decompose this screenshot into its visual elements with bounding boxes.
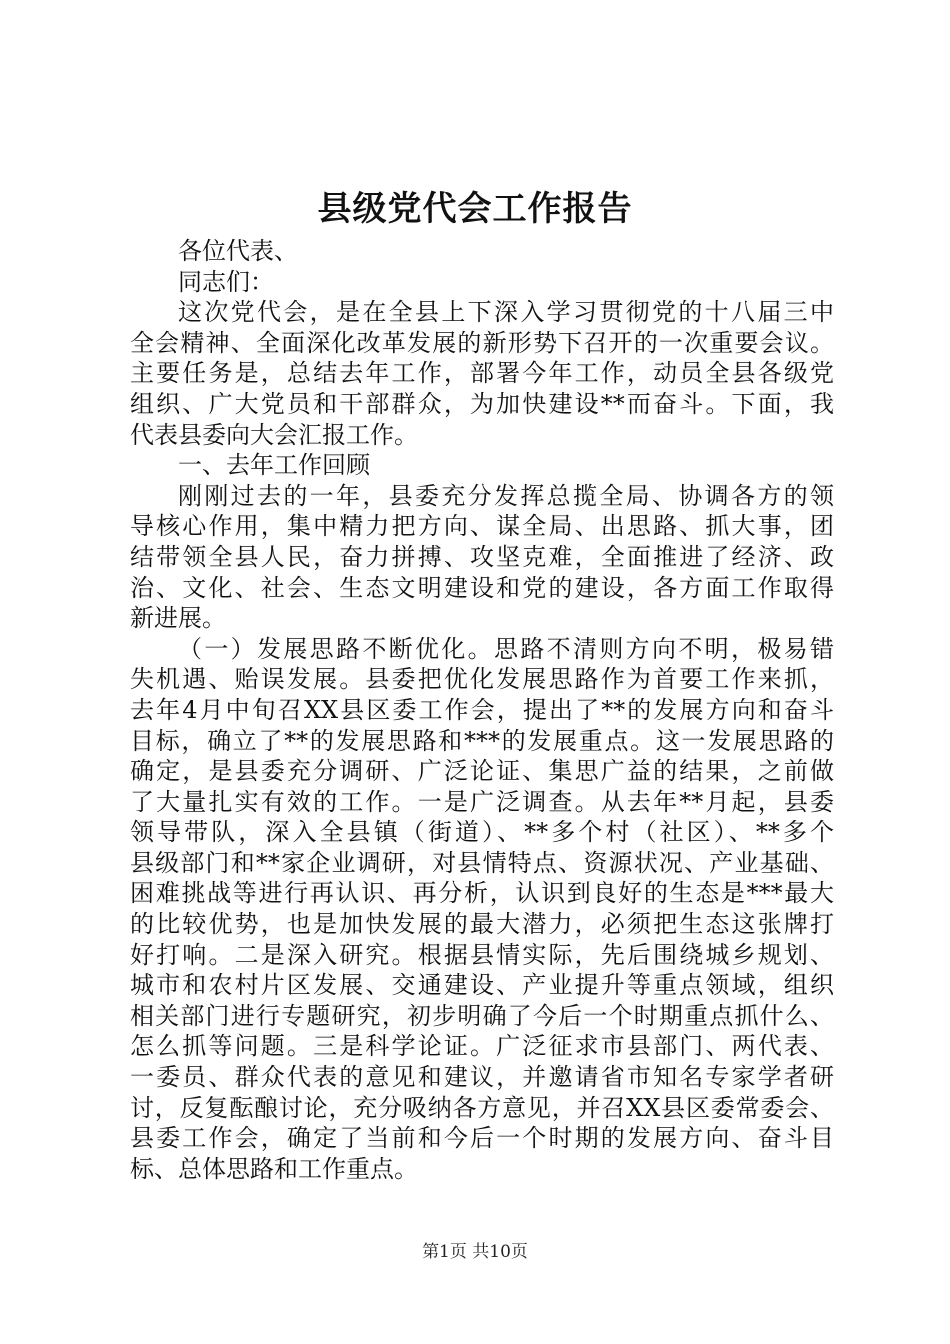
text-line: 城市和农村片区发展、交通建设、产业提升等重点领域，组织 <box>130 971 834 1000</box>
text-line: 怎么抓等问题。三是科学论证。广泛征求市县部门、两代表、 <box>130 1032 834 1061</box>
text-line: 各位代表、 <box>178 237 298 265</box>
text-line: 刚刚过去的一年，县委充分发挥总揽全局、协调各方的领 <box>178 481 834 510</box>
text-line: 一、去年工作回顾 <box>178 451 370 480</box>
page-footer: 第1页 共10页 <box>422 1242 528 1262</box>
text-line: 治、文化、社会、生态文明建设和党的建设，各方面工作取得 <box>130 573 834 602</box>
text-line: 县级部门和**家企业调研，对县情特点、资源状况、产业基础、 <box>130 848 834 877</box>
text-line: 失机遇、贻误发展。县委把优化发展思路作为首要工作来抓， <box>130 665 834 694</box>
text-line: 相关部门进行专题研究，初步明确了今后一个时期重点抓什么、 <box>130 1001 834 1030</box>
document-body <box>130 236 834 1184</box>
text-line: 主要任务是，总结去年工作，部署今年工作，动员全县各级党 <box>130 359 834 388</box>
text-line: 目标，确立了**的发展思路和***的发展重点。这一发展思路的 <box>130 726 834 755</box>
text-line: 县委工作会，确定了当前和今后一个时期的发展方向、奋斗目 <box>130 1124 834 1153</box>
text-line: 困难挑战等进行再认识、再分析，认识到良好的生态是***最大 <box>130 879 834 908</box>
text-line: 去年4月中旬召XX县区委工作会，提出了**的发展方向和奋斗 <box>130 695 834 724</box>
text-line: 标、总体思路和工作重点。 <box>130 1154 418 1183</box>
text-line: 的比较优势，也是加快发展的最大潜力，必须把生态这张牌打 <box>130 910 834 939</box>
text-line: 同志们： <box>178 267 274 296</box>
text-line: 好打响。二是深入研究。根据县情实际，先后围绕城乡规划、 <box>130 940 834 969</box>
text-line: 了大量扎实有效的工作。一是广泛调查。从去年**月起，县委 <box>130 787 834 816</box>
text-line: 一委员、群众代表的意见和建议，并邀请省市知名专家学者研 <box>130 1063 834 1092</box>
text-line: 全会精神、全面深化改革发展的新形势下召开的一次重要会议。 <box>130 328 834 357</box>
text-line: 确定，是县委充分调研、广泛论证、集思广益的结果，之前做 <box>130 757 834 786</box>
text-line: 代表县委向大会汇报工作。 <box>130 420 418 449</box>
text-line: 这次党代会，是在全县上下深入学习贯彻党的十八届三中 <box>178 298 834 327</box>
text-line: 讨，反复酝酿讨论，充分吸纳各方意见，并召XX县区委常委会、 <box>130 1093 834 1122</box>
document-title: 县级党代会工作报告 <box>317 189 633 229</box>
text-line: 组织、广大党员和干部群众，为加快建设**而奋斗。下面，我 <box>130 389 834 418</box>
text-line: （一）发展思路不断优化。思路不清则方向不明，极易错 <box>178 634 834 663</box>
text-line: 领导带队，深入全县镇（街道）、**多个村（社区）、**多个 <box>130 818 834 847</box>
text-line: 新进展。 <box>130 604 226 633</box>
text-line: 结带领全县人民，奋力拼搏、攻坚克难，全面推进了经济、政 <box>130 542 834 571</box>
text-line: 导核心作用，集中精力把方向、谋全局、出思路、抓大事，团 <box>130 512 834 541</box>
